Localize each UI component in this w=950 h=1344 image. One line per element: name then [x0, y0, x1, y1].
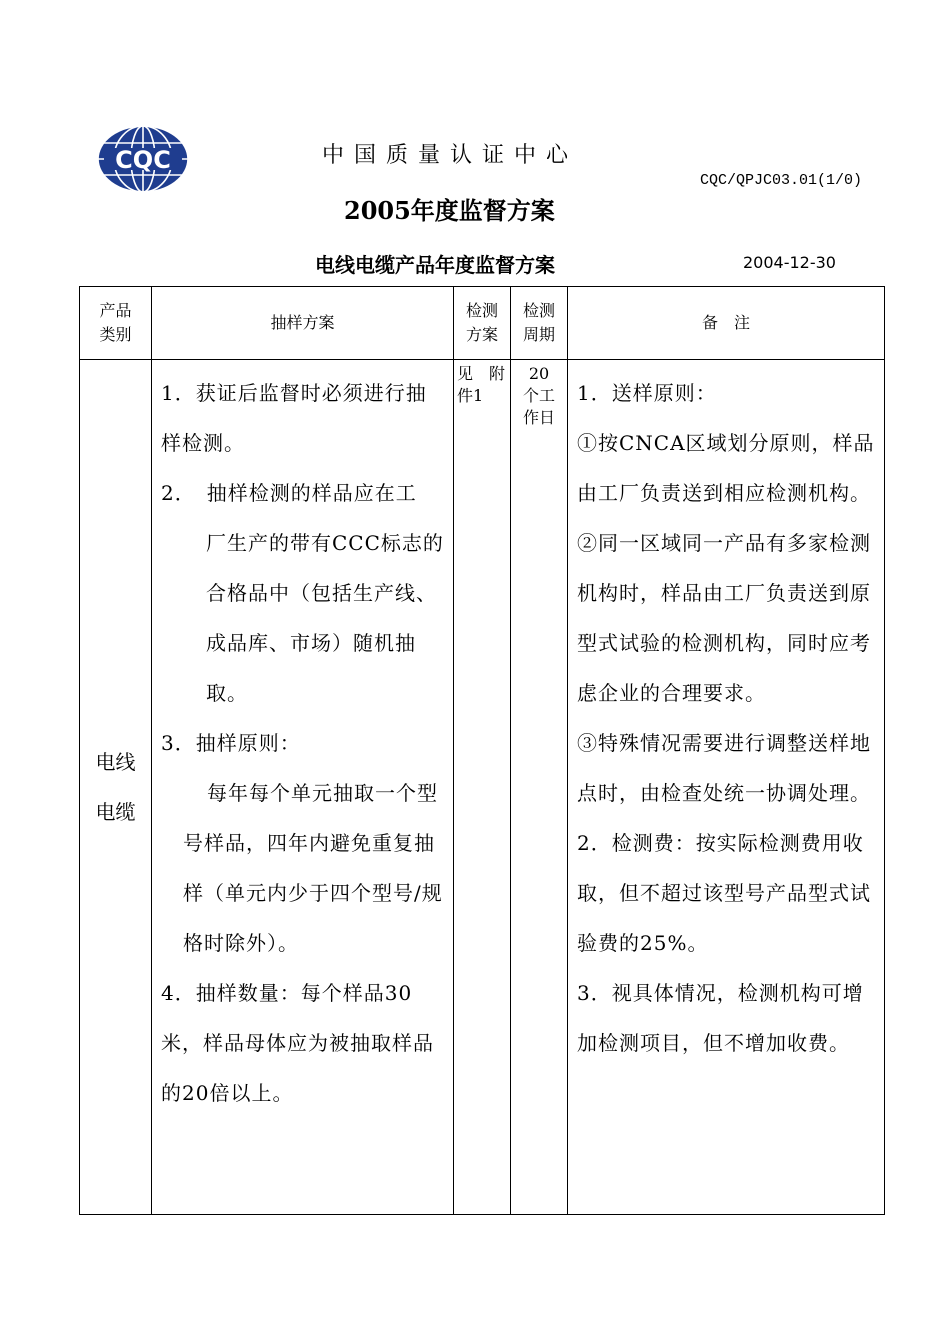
- col-header-notes: [568, 287, 885, 360]
- doc-code: CQC/QPJC03.01(1/0): [700, 172, 863, 189]
- category-line: 电线: [95, 750, 136, 774]
- doc-date: 2004-12-30: [743, 253, 836, 272]
- col-header-line: 类别: [99, 325, 132, 344]
- col-header-line: 抽样方案: [270, 313, 335, 332]
- period-line: 作日: [522, 408, 555, 427]
- col-header-line: 产品: [99, 301, 132, 320]
- main-title: 2005年度监督方案: [344, 196, 555, 225]
- plan-table: [79, 286, 885, 1215]
- period-line: 个工: [522, 386, 555, 405]
- sampling-item: 2． 抽样检测的样品应在工: [161, 481, 417, 505]
- logo-lettering: CQC: [115, 146, 171, 174]
- note-item: 1．送样原则：: [577, 381, 717, 405]
- sampling-item: 厂生产的带有CCC标志的合格品中（包括生产线、成品库、市场）随机抽取。: [206, 531, 444, 705]
- note-item: ②同一区域同一产品有多家检测机构时，样品由工厂负责送到原型式试验的检测机构，同时应考虑企业的合理要求。: [577, 531, 871, 705]
- sampling-item: 每年每个单元抽取一个型号样品，四年内避免重复抽样（单元内少于四个型号/规格时除外）。: [183, 781, 443, 955]
- col-header-line: 检测: [522, 301, 555, 320]
- col-header-line: 方案: [465, 325, 498, 344]
- note-item: ①按CNCA区域划分原则，样品由工厂负责送到相应检测机构。: [577, 431, 875, 505]
- sampling-item: 3．抽样原则：: [161, 731, 301, 755]
- col-header-line: 备 注: [701, 313, 750, 332]
- col-header-method: [454, 287, 511, 360]
- notes-cell: [568, 360, 885, 1215]
- note-item: 2．检测费：按实际检测费用收取，但不超过该型号产品型式试验费的25%。: [577, 831, 871, 955]
- col-header-category: [80, 287, 152, 360]
- col-header-line: 周期: [522, 325, 555, 344]
- table-header-row: [80, 287, 885, 360]
- sampling-cell: [152, 360, 454, 1215]
- note-item: ③特殊情况需要进行调整送样地点时，由检查处统一协调处理。: [577, 731, 871, 805]
- org-name: 中国质量认证中心: [322, 143, 579, 168]
- col-header-line: 检测: [465, 301, 498, 320]
- sub-title: 电线电缆产品年度监督方案: [315, 253, 555, 277]
- note-item: 3．视具体情况，检测机构可增加检测项目，但不增加收费。: [577, 981, 864, 1055]
- sampling-item: 1．获证后监督时必须进行抽样检测。: [161, 381, 427, 455]
- col-header-period: [511, 287, 568, 360]
- sampling-item: 4．抽样数量：每个样品30米，样品母体应为被抽取样品的20倍以上。: [161, 981, 434, 1105]
- category-line: 电缆: [95, 800, 136, 824]
- method-line: 见 附: [457, 364, 506, 383]
- method-cell: [454, 360, 511, 1215]
- category-cell: [80, 360, 152, 1215]
- table-row: [80, 360, 885, 1215]
- period-cell: [511, 360, 568, 1215]
- method-line: 件1: [457, 386, 484, 405]
- period-line: 20: [528, 364, 550, 383]
- cqc-logo: [96, 124, 190, 194]
- col-header-sampling: [152, 287, 454, 360]
